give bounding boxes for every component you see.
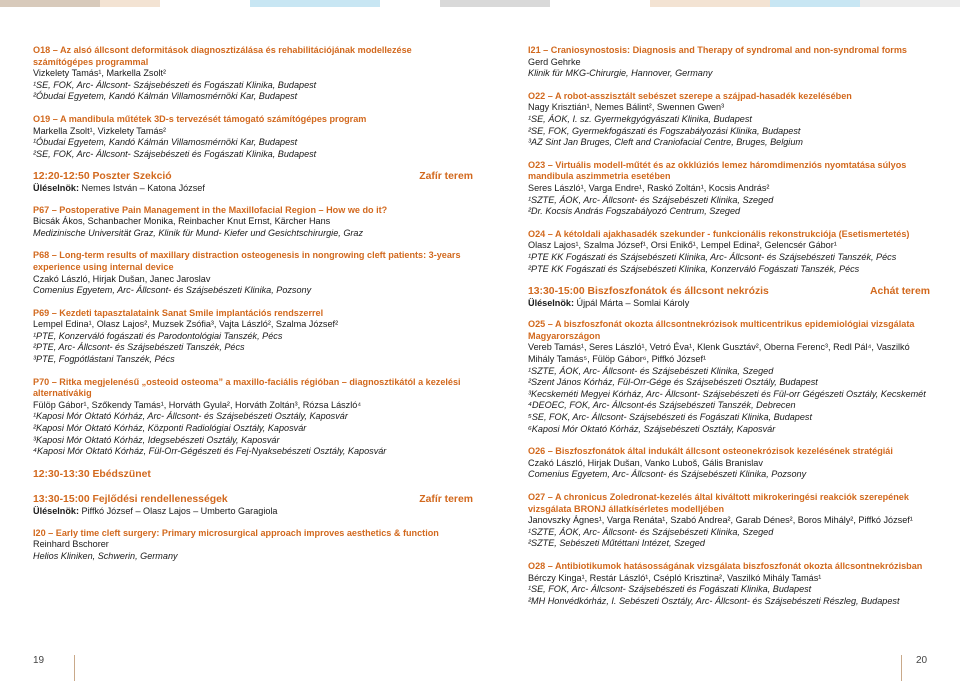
entry-affiliation: ²SZTE, Sebészeti Műtéttani Intézet, Szeged (528, 538, 705, 549)
entry-affiliation: Klinik für MKG-Chirurgie, Hannover, Germany (528, 68, 713, 79)
entries-group (528, 319, 930, 607)
entry-authors: Czakó László, Hirjak Dušan, Vanko Luboš, Gális Branislav (528, 457, 763, 468)
abstract-entry (528, 492, 930, 550)
entry-affiliation: ¹SE, FOK, Arc- Állcsont- Szájsebészeti és Fogászati Klinika, Budapest (528, 584, 812, 595)
entry-affiliation: ⁴DEOEC, FOK, Arc- Állcsont-és Szájsebészeti Tanszék, Debrecen (528, 400, 796, 411)
session-header (528, 286, 930, 298)
abstract-entry (33, 528, 473, 563)
entry-title: O27 – A chronicus Zoledronat-kezelés által kiváltott mikrokeringési reakciók szerepének vizsgálata BRONJ állatkísérletes modelljében (528, 492, 909, 514)
entry-title: O28 – Antibiotikumok hatásosságának vizsgálata biszfoszfonát okozta állcsontnekrózisban (528, 560, 923, 571)
session-room: Zafír terem (419, 171, 473, 183)
entry-affiliation: Helios Kliniken, Schwerin, Germany (33, 550, 178, 561)
bar-segment (550, 0, 650, 7)
entry-affiliation: ¹Óbudai Egyetem, Kandó Kálmán Villamosmérnöki Kar, Budapest (33, 137, 298, 148)
chairs-names: Újpál Márta – Somlai Károly (576, 297, 690, 308)
abstract-entry (33, 205, 473, 240)
bar-segment (650, 0, 770, 7)
session-time: 13:30-15:00 Fejlődési rendellenességek (33, 494, 228, 506)
abstract-entry (528, 561, 930, 607)
session-room: Zafír terem (419, 494, 473, 506)
entry-affiliation: ³Kaposi Mór Oktató Kórház, Idegsebészeti Osztály, Kaposvár (33, 434, 280, 445)
abstract-entry (528, 91, 930, 149)
abstract-entry (33, 377, 473, 458)
entry-authors: Seres László¹, Varga Endre¹, Raskó Zoltán¹, Kocsis András² (528, 182, 770, 193)
chairs-names: Piffkó József – Olasz Lajos – Umberto Garagiola (81, 506, 278, 516)
abstract-entry (33, 45, 473, 103)
entry-title: I21 – Craniosynostosis: Diagnosis and Therapy of syndromal and non-syndromal forms (528, 45, 907, 55)
entry-affiliation: ²Kaposi Mór Oktató Kórház, Központi Radiológiai Osztály, Kaposvár (33, 423, 307, 434)
entry-authors: Fülöp Gábor¹, Szőkendy Tamás¹, Horváth Gyula², Horváth Zoltán³, Rózsa László⁴ (33, 399, 362, 410)
session-chairs (33, 183, 473, 195)
abstract-entry (33, 250, 473, 296)
left-column (33, 45, 473, 573)
entry-authors: Janovszky Ágnes¹, Varga Renáta¹, Szabó Andrea², Garab Dénes², Boros Mihály², Piffkó József¹ (528, 515, 913, 526)
entry-affiliation: ²Dr. Kocsis András Fogszabályozó Centrum, Szeged (528, 206, 741, 217)
entry-authors: Markella Zsolt¹, Vizkelety Tamás² (33, 125, 167, 136)
footer-divider-right (901, 655, 902, 681)
bar-segment (250, 0, 380, 7)
abstract-entry (528, 446, 930, 481)
entry-affiliation: ²PTE KK Fogászati és Szájsebészeti Klinika, Konzerváló Fogászati Tanszék, Pécs (528, 263, 860, 274)
page-number-left: 19 (33, 655, 45, 666)
entry-affiliation: ²Szent János Kórház, Fül-Orr-Gége és Szájsebészeti Osztály, Budapest (528, 377, 818, 388)
entries-group (528, 45, 930, 275)
session-header (33, 494, 473, 506)
entry-affiliation: ¹PTE, Konzerváló fogászati és Parodontológiai Tanszék, Pécs (33, 330, 283, 341)
entry-title: P69 – Kezdeti tapasztalataink Sanat Smile implantációs rendszerrel (33, 307, 324, 318)
session-time: 13:30-15:00 Biszfoszfonátok és állcsont nekrózis (528, 286, 769, 298)
bar-segment (440, 0, 550, 7)
entry-affiliation: ²SE, FOK, Gyermekfogászati és Fogszabályozási Klinika, Budapest (528, 125, 801, 136)
footer-divider-left (74, 655, 75, 681)
top-color-bar (0, 0, 960, 7)
entry-affiliation: ³Kecskeméti Megyei Kórház, Arc- Állcsont- Szájsebészeti és Fül-orr Gégészeti Osztály, Kecskemét (528, 388, 926, 399)
entry-affiliation: ¹SZTE, ÁOK, Arc- Állcsont- és Szájsebészeti Klinika, Szeged (528, 365, 774, 376)
entries-group (33, 528, 473, 563)
entry-affiliation: ¹SE, ÁOK, I. sz. Gyermekgyógyászati Klinika, Budapest (528, 113, 752, 124)
entry-affiliation: Comenius Egyetem, Arc- Állcsont- és Szájsebészeti Klinika, Pozsony (528, 469, 807, 480)
chairs-label: Üléselnök: (33, 506, 79, 516)
entry-affiliation: ²Óbudai Egyetem, Kandó Kálmán Villamosmérnöki Kar, Budapest (33, 91, 298, 102)
entry-title: I20 – Early time cleft surgery: Primary microsurgical approach improves aesthetics & function (33, 527, 439, 538)
entry-affiliation: ²PTE, Arc- Állcsont- és Szájsebészeti Tanszék, Pécs (33, 342, 245, 353)
bar-segment (100, 0, 160, 7)
page-number-right: 20 (916, 655, 928, 666)
entry-authors: Nagy Krisztián¹, Nemes Bálint², Swennen Gwen³ (528, 102, 725, 113)
entry-affiliation: ³PTE, Fogpótlástani Tanszék, Pécs (33, 354, 175, 365)
entry-title: P68 – Long-term results of maxillary distraction osteogenesis in nongrowing cleft patients: 3-years experience using internal device (33, 250, 461, 272)
entry-title: O19 – A mandibula műtétek 3D-s tervezését támogató számítógépes program (33, 113, 367, 124)
entry-title: O18 – Az alsó állcsont deformitások diagnosztizálása és rehabilitációjának modellezése számítógépes programmal (33, 45, 412, 67)
abstract-entry (528, 45, 930, 80)
entries-group (33, 205, 473, 458)
session-time: 12:20-12:50 Poszter Szekció (33, 171, 172, 183)
bar-segment (770, 0, 860, 7)
entry-authors: Czakó László, Hirjak Dušan, Janec Jaroslav (33, 273, 211, 284)
entry-authors: Lempel Edina¹, Olasz Lajos², Muzsek Zsófia³, Vajta László², Szalma József² (33, 319, 339, 330)
entry-title: O22 – A robot-asszisztált sebészet szerepe a szájpad-hasadék kezelésében (528, 90, 852, 101)
entry-authors: Vereb Tamás¹, Seres László¹, Vetró Éva¹, Klenk Gusztáv², Oberna Ferenc³, Redl Pál⁴, Vaszilkó Mihály Tamás⁵, Fülöp Gábor⁶, Piffkó József¹ (528, 342, 910, 365)
entry-affiliation: ¹SZTE, ÁOK, Arc- Állcsont- és Szájsebészeti Klinika, Szeged (528, 526, 774, 537)
lunch-text: 12:30-13:30 Ebédszünet (33, 468, 151, 480)
entry-title: P67 – Postoperative Pain Management in the Maxillofacial Region – How we do it? (33, 204, 388, 215)
entry-authors: Vizkelety Tamás¹, Markella Zsolt² (33, 68, 167, 79)
entry-title: O24 – A kétoldali ajakhasadék szekunder - funkcionális rekonstrukciója (Esetismertetés) (528, 228, 910, 239)
entry-authors: Olasz Lajos¹, Szalma József¹, Orsi Enikő¹, Lempel Edina², Gelencsér Gábor¹ (528, 240, 837, 251)
entries-group (33, 45, 473, 160)
chairs-names: Nemes István – Katona József (81, 182, 205, 193)
abstract-entry (528, 319, 930, 435)
bar-segment (380, 0, 440, 7)
entry-title: O26 – Biszfoszfonátok által indukált állcsont osteonekrózisok kezelésének stratégiái (528, 446, 893, 457)
session-chairs (33, 506, 473, 518)
entry-authors: Reinhard Bschorer (33, 539, 109, 550)
entry-affiliation: Medizinische Universität Graz, Klinik für Mund- Kiefer und Gesichtschirurgie, Graz (33, 227, 364, 238)
bar-segment (0, 0, 100, 7)
entry-affiliation: ¹Kaposi Mór Oktató Kórház, Arc- Állcsont- és Szájsebészeti Osztály, Kaposvár (33, 411, 348, 422)
entry-authors: Bicsák Ákos, Schanbacher Monika, Reinbacher Knut Ernst, Kärcher Hans (33, 216, 331, 227)
entry-authors: Bérczy Kinga¹, Restár László¹, Csépló Krisztina², Vaszilkó Mihály Tamás¹ (528, 572, 822, 583)
entry-title: O25 – A biszfoszfonát okozta állcsontnekrózisok multicentrikus epidemiológiai vizsgálata Magyarországon (528, 319, 915, 341)
abstract-entry (33, 114, 473, 160)
chairs-label: Üléselnök: (33, 182, 79, 193)
entry-affiliation: ³AZ Sint Jan Bruges, Cleft and Craniofacial Centre, Bruges, Belgium (528, 137, 803, 148)
abstract-entry (528, 160, 930, 218)
bar-segment (860, 0, 960, 7)
session-room: Achát terem (869, 286, 930, 298)
entry-affiliation: Comenius Egyetem, Arc- Állcsont- és Szájsebészeti Klinika, Pozsony (33, 285, 312, 296)
bar-segment (160, 0, 250, 7)
entry-affiliation: ¹PTE KK Fogászati és Szájsebészeti Klinika, Arc- Állcsont- és Szájsebészeti Tanszék, Pécs (528, 251, 897, 262)
entry-title: O23 – Virtuális modell-műtét és az okklúziós lemez háromdimenziós nyomtatása súlyos mandibula aszimmetria esetében (528, 159, 907, 182)
entry-affiliation: ¹SZTE, ÁOK, Arc- Állcsont- és Szájsebészeti Klinika, Szeged (528, 194, 774, 205)
session-chairs (528, 298, 930, 310)
entry-affiliation: ⁴Kaposi Mór Oktató Kórház, Fül-Orr-Gégészeti és Fej-Nyaksebészeti Osztály, Kaposvár (33, 446, 387, 457)
entry-affiliation: ¹SE, FOK, Arc- Állcsont- Szájsebészeti és Fogászati Klinika, Budapest (33, 79, 317, 90)
entry-affiliation: ⁶Kaposi Mór Oktató Kórház, Szájsebészeti Osztály, Kaposvár (528, 423, 776, 434)
entry-affiliation: ⁵SE, FOK, Arc- Állcsont- Szájsebészeti és Fogászati Klinika, Budapest (528, 412, 812, 423)
entry-authors: Gerd Gehrke (528, 56, 581, 67)
abstract-entry (528, 229, 930, 275)
entry-affiliation: ²SE, FOK, Arc- Állcsont- Szájsebészeti és Fogászati Klinika, Budapest (33, 148, 317, 159)
session-header (33, 171, 473, 183)
entry-affiliation: ²MH Honvédkórház, I. Sebészeti Osztály, Arc- Állcsont- és Szájsebészeti Részleg, Budapest (528, 595, 900, 606)
lunch-break (33, 469, 473, 481)
entry-title: P70 – Ritka megjelenésű „osteoid osteoma” a maxillo-faciális régióban – diagnosztikától a kezelési alternatívákig (33, 376, 461, 399)
abstract-entry (33, 308, 473, 366)
chairs-label: Üléselnök: (528, 297, 574, 308)
right-column (528, 45, 930, 618)
